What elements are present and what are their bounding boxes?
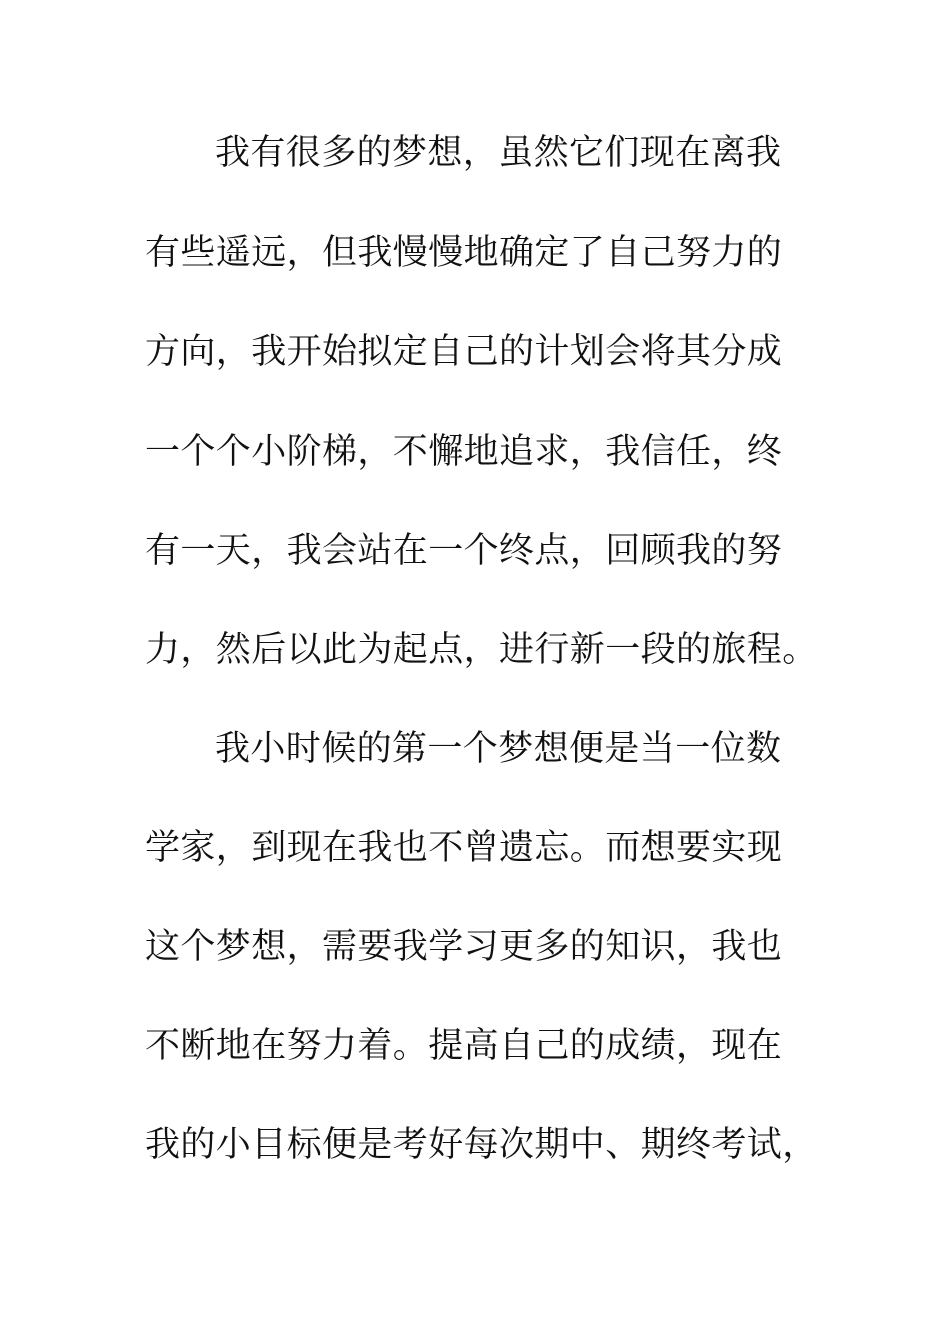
paragraph-1-line-3: 方向，我开始拟定自己的计划会将其分成	[145, 332, 783, 372]
paragraph-2-line-1: 我小时候的第一个梦想便是当一位数	[215, 729, 782, 769]
paragraph-1-line-4: 一个个小阶梯，不懈地追求，我信任，终	[145, 432, 783, 472]
paragraph-2-line-5: 我的小目标便是考好每次期中、期终考试，	[145, 1125, 818, 1165]
paragraph-1-line-1: 我有很多的梦想，虽然它们现在离我	[215, 133, 782, 173]
paragraph-2-line-2: 学家，到现在我也不曾遗忘。而想要实现	[145, 828, 783, 868]
paragraph-1-line-2: 有些遥远，但我慢慢地确定了自己努力的	[145, 233, 783, 273]
paragraph-2-line-4: 不断地在努力着。提高自己的成绩，现在	[145, 1026, 783, 1066]
paragraph-1-line-5: 有一天，我会站在一个终点，回顾我的努	[145, 531, 783, 571]
paragraph-2-line-3: 这个梦想，需要我学习更多的知识，我也	[145, 927, 783, 967]
paragraph-1-line-6: 力，然后以此为起点，进行新一段的旅程。	[145, 630, 818, 670]
